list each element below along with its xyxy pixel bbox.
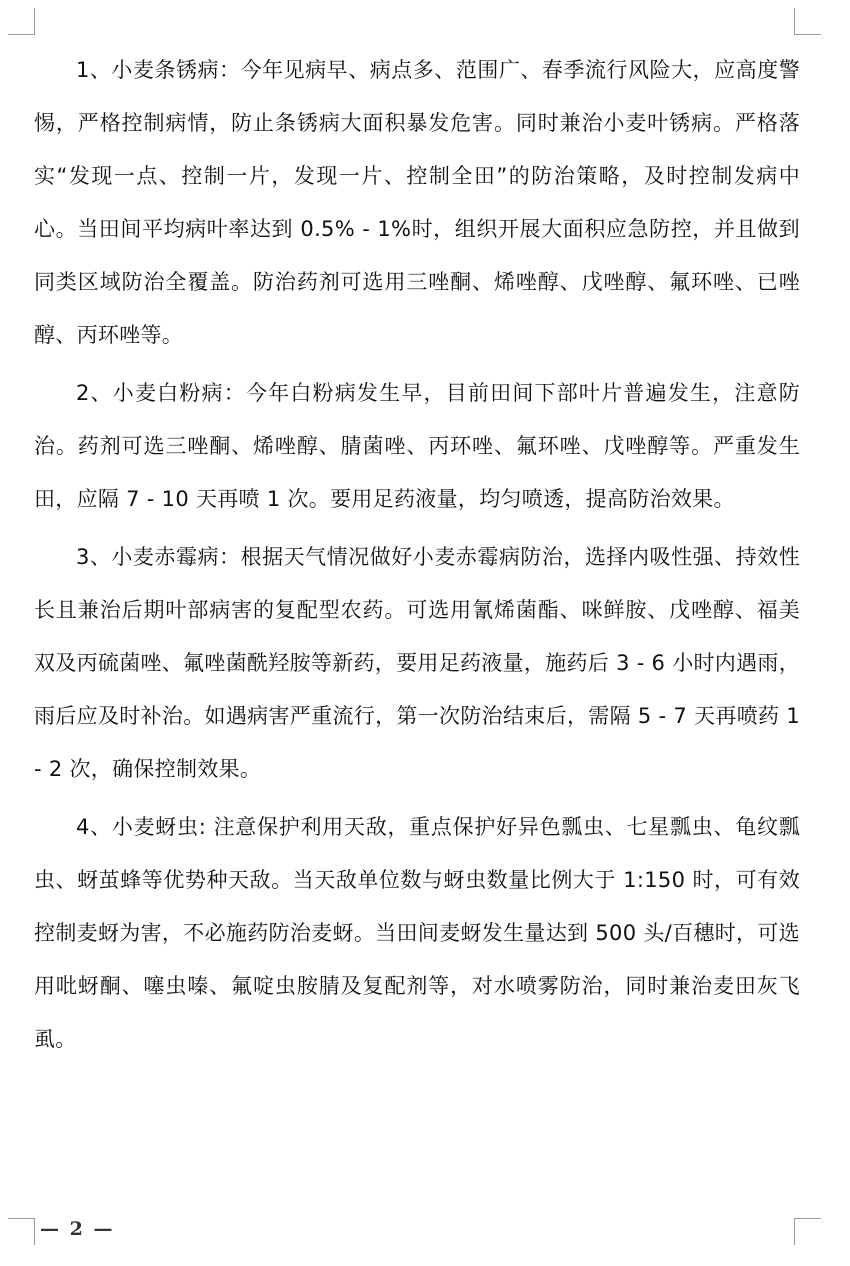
crop-mark-top-right: [794, 8, 821, 35]
paragraph-wheat-stripe-rust: 1、小麦条锈病：今年见病早、病点多、范围广、春季流行风险大，应高度警惕，严格控制病情，防止条锈病大面积暴发危害。同时兼治小麦叶锈病。严格落实“发现一点、控制一片，发现一片、控制全田”的防治策略，及时控制发病中心。当田间平均病叶率达到 0.5% - 1%时，组织开展大面积应急防控，并且做到同类区域防治全覆盖。防治药剂可选用三唑酮、烯唑醇、戊唑醇、氟环唑、已唑醇、丙环唑等。: [34, 58, 800, 347]
document-body: [34, 44, 800, 1071]
crop-mark-top-left: [8, 8, 35, 35]
page-number: — 2 —: [40, 1218, 115, 1240]
paragraph-wheat-aphid: 4、小麦蚜虫: 注意保护利用天敌，重点保护好异色瓢虫、七星瓢虫、龟纹瓢虫、蚜茧蜂等优势种天敌。当天敌单位数与蚜虫数量比例大于 1:150 时，可有效控制麦蚜为害，不必施药防治麦蚜。当田间麦蚜发生量达到 500 头/百穗时，可选用吡蚜酮、噻虫嗪、氟啶虫胺腈及复配剂等，对水喷雾防治，同时兼治麦田灰飞虱。: [34, 815, 800, 1051]
crop-mark-bottom-right: [794, 1218, 821, 1245]
crop-mark-bottom-left: [8, 1218, 35, 1245]
paragraph-wheat-scab: 3、小麦赤霉病：根据天气情况做好小麦赤霉病防治，选择内吸性强、持效性长且兼治后期叶部病害的复配型农药。可选用氰烯菌酯、咪鲜胺、戊唑醇、福美双及丙硫菌唑、氟唑菌酰羟胺等新药，要用足药液量，施药后 3 - 6 小时内遇雨，雨后应及时补治。如遇病害严重流行，第一次防治结束后，需隔 5 - 7 天再喷药 1 - 2 次，确保控制效果。: [34, 545, 800, 781]
paragraph-wheat-powdery-mildew: 2、小麦白粉病：今年白粉病发生早，目前田间下部叶片普遍发生，注意防治。药剂可选三唑酮、烯唑醇、腈菌唑、丙环唑、氟环唑、戊唑醇等。严重发生田，应隔 7 - 10 天再喷 1 次。要用足药液量，均匀喷透，提高防治效果。: [34, 381, 800, 511]
